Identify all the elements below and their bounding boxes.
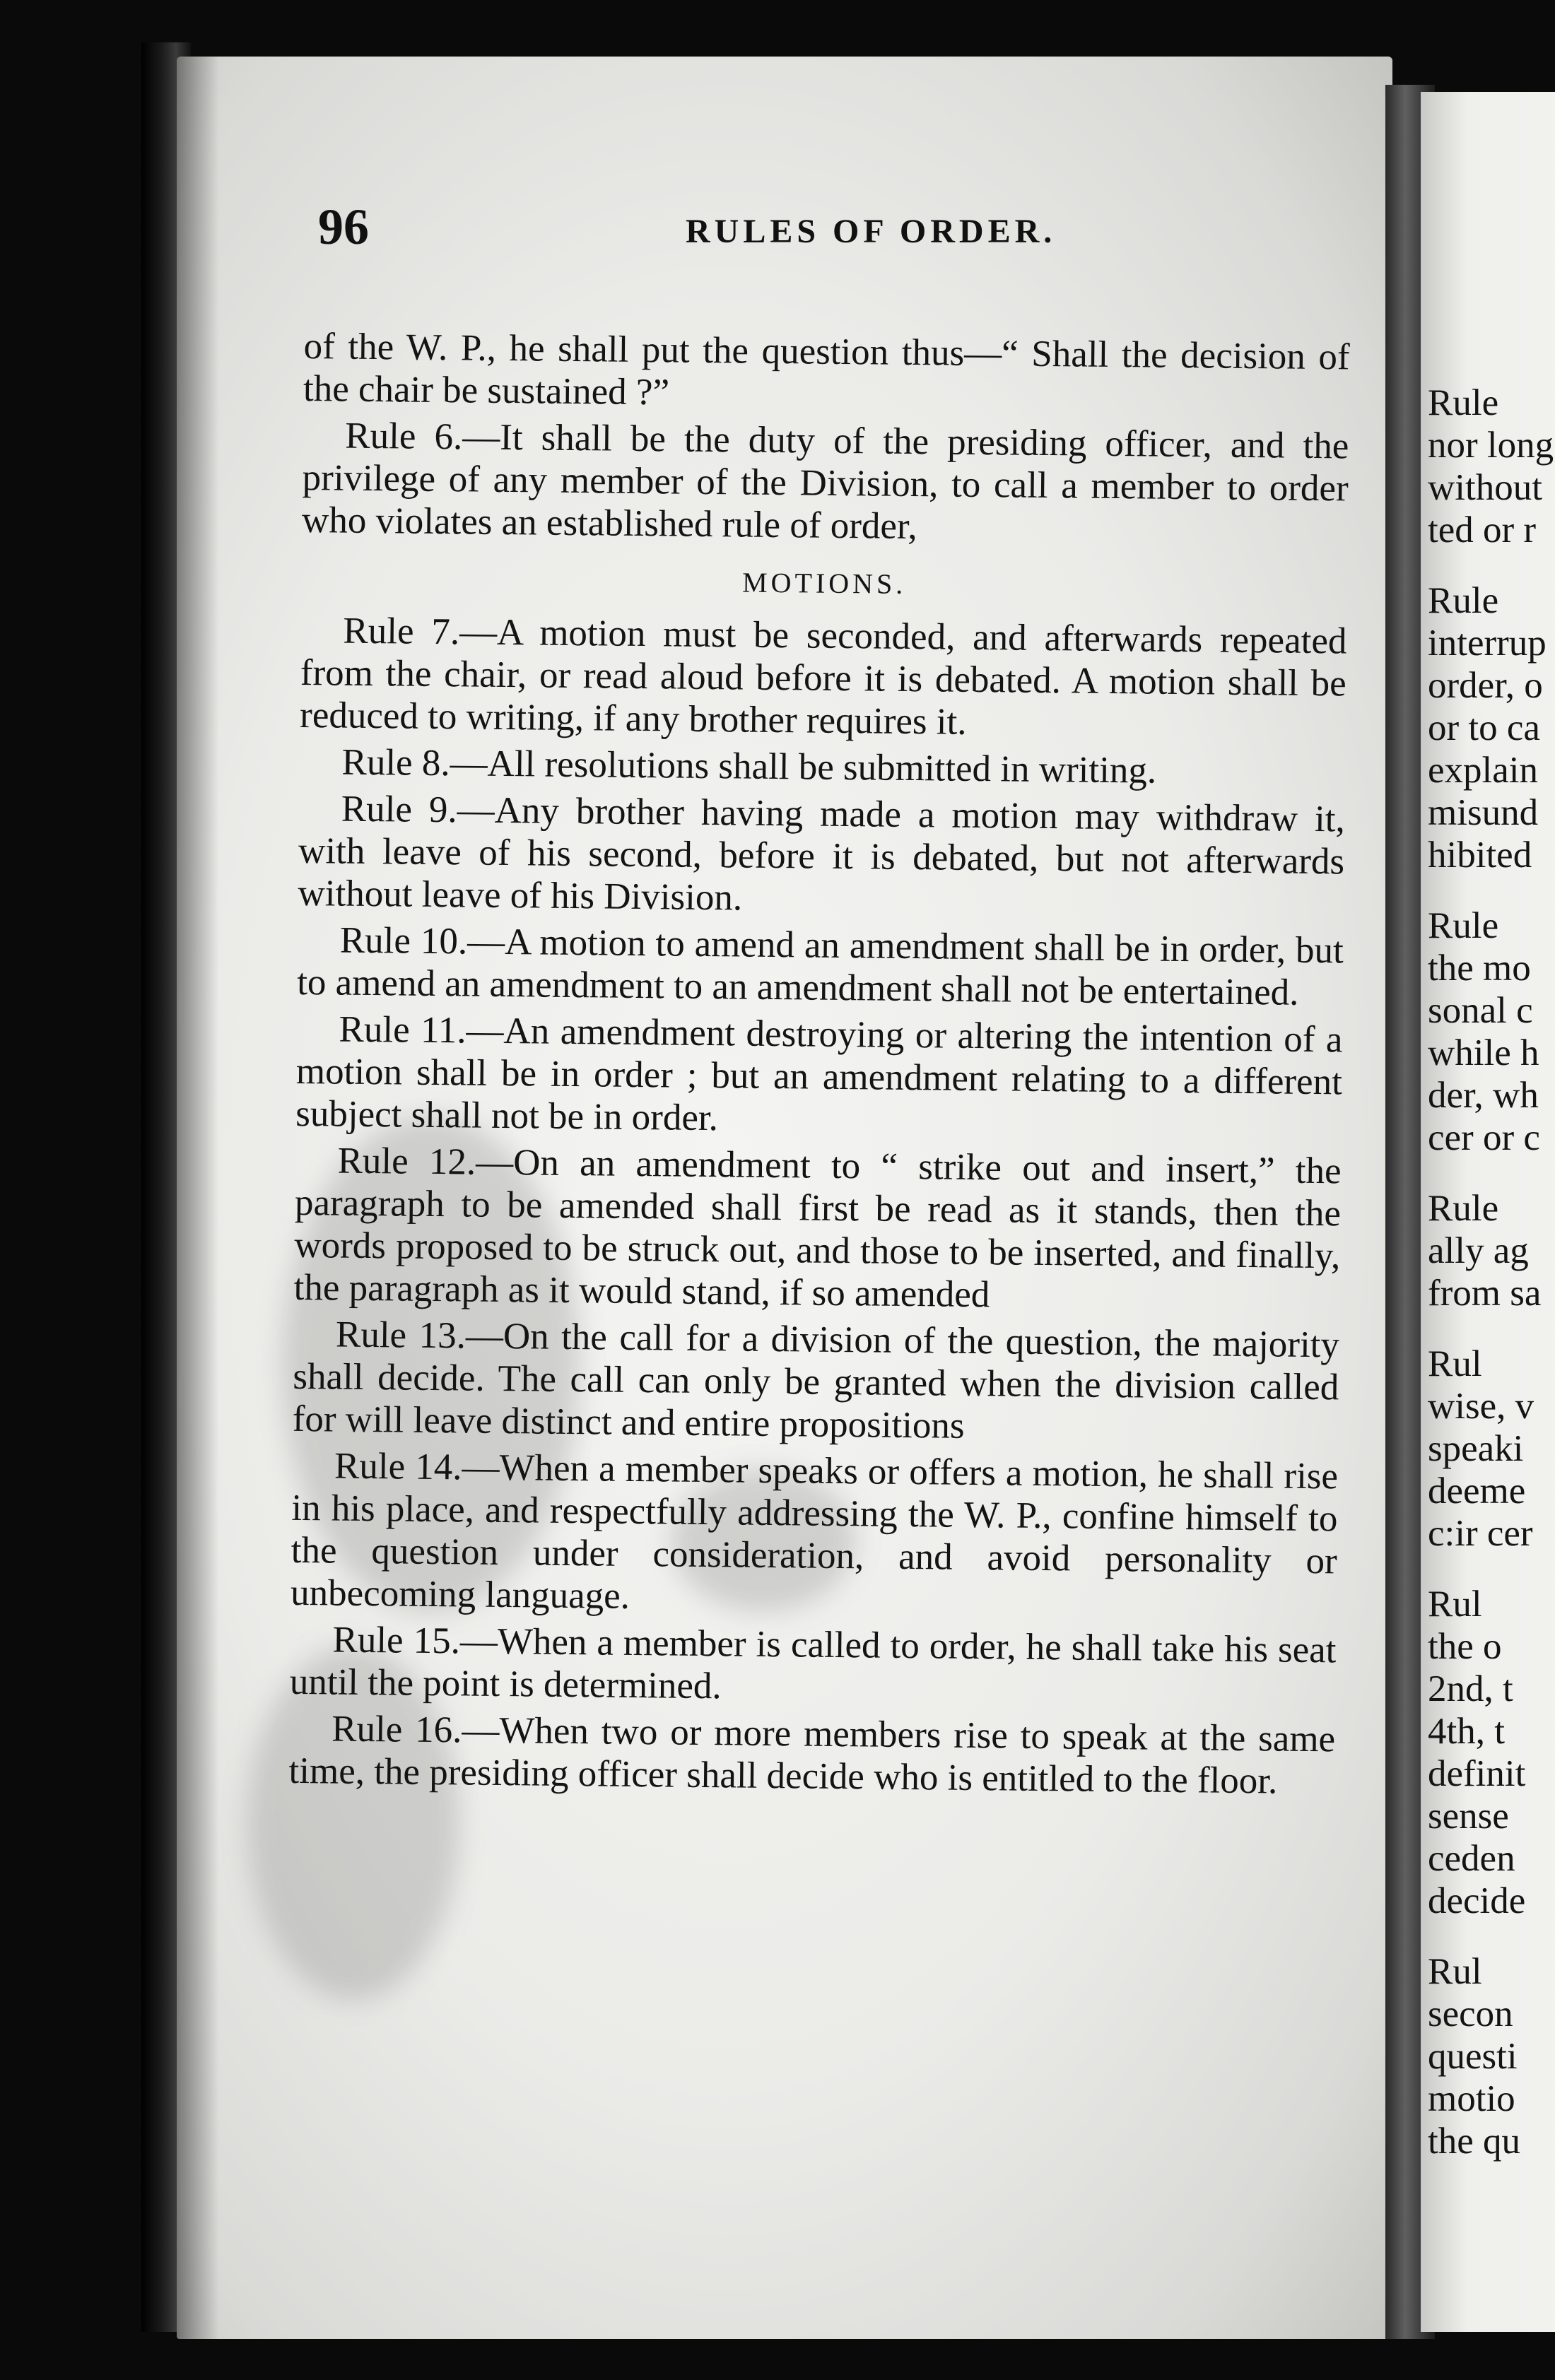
right-page-line: Rule <box>1428 1188 1499 1229</box>
rule-paragraph: Rule 13.—On the call for a division of the question, the majority shall decide. The call can only be granted when the division called for will leave distinct and entire propositions <box>292 1314 1340 1447</box>
page-number: 96 <box>318 199 369 255</box>
rule-paragraph: Rule 11.—An amendment destroying or altering the intention of a motion shall be in order ; but an amendment relating to a different subject shall not be in order. <box>295 1008 1343 1139</box>
right-page-line: 4th, t <box>1428 1711 1505 1752</box>
running-head: RULES OF ORDER. <box>686 213 1057 250</box>
right-page-line: cer or c <box>1428 1117 1540 1158</box>
right-page-text-fragments <box>1428 382 1555 2162</box>
right-page-line: der, wh <box>1428 1075 1539 1116</box>
rule-paragraph: Rule 10.—A motion to amend an amendment shall be in order, but to amend an amendment to an amendment shall not be entertained. <box>296 919 1344 1013</box>
right-page-line: Rule <box>1428 580 1499 621</box>
right-page-line: misund <box>1428 792 1539 833</box>
right-page-line: definit <box>1428 1753 1526 1794</box>
right-page-line: without <box>1428 467 1542 508</box>
right-page-line: nor long <box>1428 425 1554 466</box>
rule-paragraph: Rule 9.—Any brother having made a motion may withdraw it, with leave of his second, before it is debated, but not afterwards without leave of his Division. <box>298 788 1346 919</box>
right-page-line: decide <box>1428 1880 1526 1921</box>
right-page-line: Rul <box>1428 1584 1482 1625</box>
right-page-line: explain <box>1428 750 1538 791</box>
rule-paragraph: Rule 7.—A motion must be seconded, and afterwards repeated from the chair, or read aloud before it is debated. A motion shall be reduced to writing, if any brother requires it. <box>299 610 1347 743</box>
line-gap <box>1428 1159 1555 1187</box>
right-page-line: the o <box>1428 1626 1502 1667</box>
right-page-line: ally ag <box>1428 1230 1529 1271</box>
right-page-line: or to ca <box>1428 707 1540 748</box>
rule-paragraph: Rule 12.—On an amendment to “ strike out and insert,” the paragraph to be amended shall first be read as it stands, then the words proposed to be struck out, and those to be inserted, and finally, the paragraph as it would stand, if so amended <box>293 1140 1342 1316</box>
right-page-line: sonal c <box>1428 990 1533 1031</box>
page-header <box>318 198 1293 276</box>
right-page-line: Rule <box>1428 905 1499 946</box>
right-page-line: ted or r <box>1428 509 1537 550</box>
right-page-line: interrup <box>1428 623 1547 664</box>
line-gap <box>1428 1922 1555 1950</box>
body-text <box>288 325 1350 1803</box>
right-page-line: speaki <box>1428 1428 1524 1469</box>
line-gap <box>1428 876 1555 905</box>
right-page-line: wise, v <box>1428 1386 1535 1427</box>
right-page-line: Rul <box>1428 1951 1482 1992</box>
rule-paragraph: Rule 8.—All resolutions shall be submitted in writing. <box>341 741 1157 791</box>
right-page-line: questi <box>1428 2036 1518 2077</box>
rule-paragraph: Rule 16.—When two or more members rise to speak at the same time, the presiding officer shall decide who is entitled to the floor. <box>288 1708 1336 1802</box>
line-gap <box>1428 551 1555 579</box>
rule-paragraph: Rule 15.—When a member is called to order, he shall take his seat until the point is determined. <box>289 1619 1337 1707</box>
right-page-line: Rul <box>1428 1343 1482 1384</box>
right-page-line: motio <box>1428 2078 1515 2119</box>
right-page-line: c:ir cer <box>1428 1513 1533 1554</box>
rule-paragraph: Rule 6.—It shall be the duty of the presiding officer, and the privilege of any member of the Division, to call a member to order who violates an established rule of order, <box>301 415 1349 548</box>
right-page-line: ceden <box>1428 1838 1515 1879</box>
paragraph: of the W. P., he shall put the question thus—“ Shall the decision of the chair be sustained ?” <box>303 325 1350 413</box>
line-gap <box>1428 1314 1555 1343</box>
right-page-line: sense <box>1428 1796 1509 1837</box>
right-page-line: deeme <box>1428 1471 1526 1512</box>
right-page-line: while h <box>1428 1032 1539 1073</box>
section-heading: MOTIONS. <box>741 566 907 600</box>
right-page-line: Rule <box>1428 382 1499 423</box>
right-page-line: hibited <box>1428 835 1532 876</box>
left-page <box>177 57 1392 2339</box>
right-page-line: the qu <box>1428 2121 1520 2162</box>
right-page-edge <box>1421 92 1555 2332</box>
right-page-line: order, o <box>1428 665 1543 706</box>
right-page-line: from sa <box>1428 1273 1542 1314</box>
line-gap <box>1428 1555 1555 1583</box>
rule-paragraph: Rule 14.—When a member speaks or offers a motion, he shall rise in his place, and respectfully addressing the W. P., confine himself to the question under consideration, and avoid personality or unbecoming language. <box>290 1445 1339 1617</box>
right-page-line: the mo <box>1428 948 1531 989</box>
right-page-line: secon <box>1428 1993 1513 2034</box>
right-page-line: 2nd, t <box>1428 1668 1513 1709</box>
